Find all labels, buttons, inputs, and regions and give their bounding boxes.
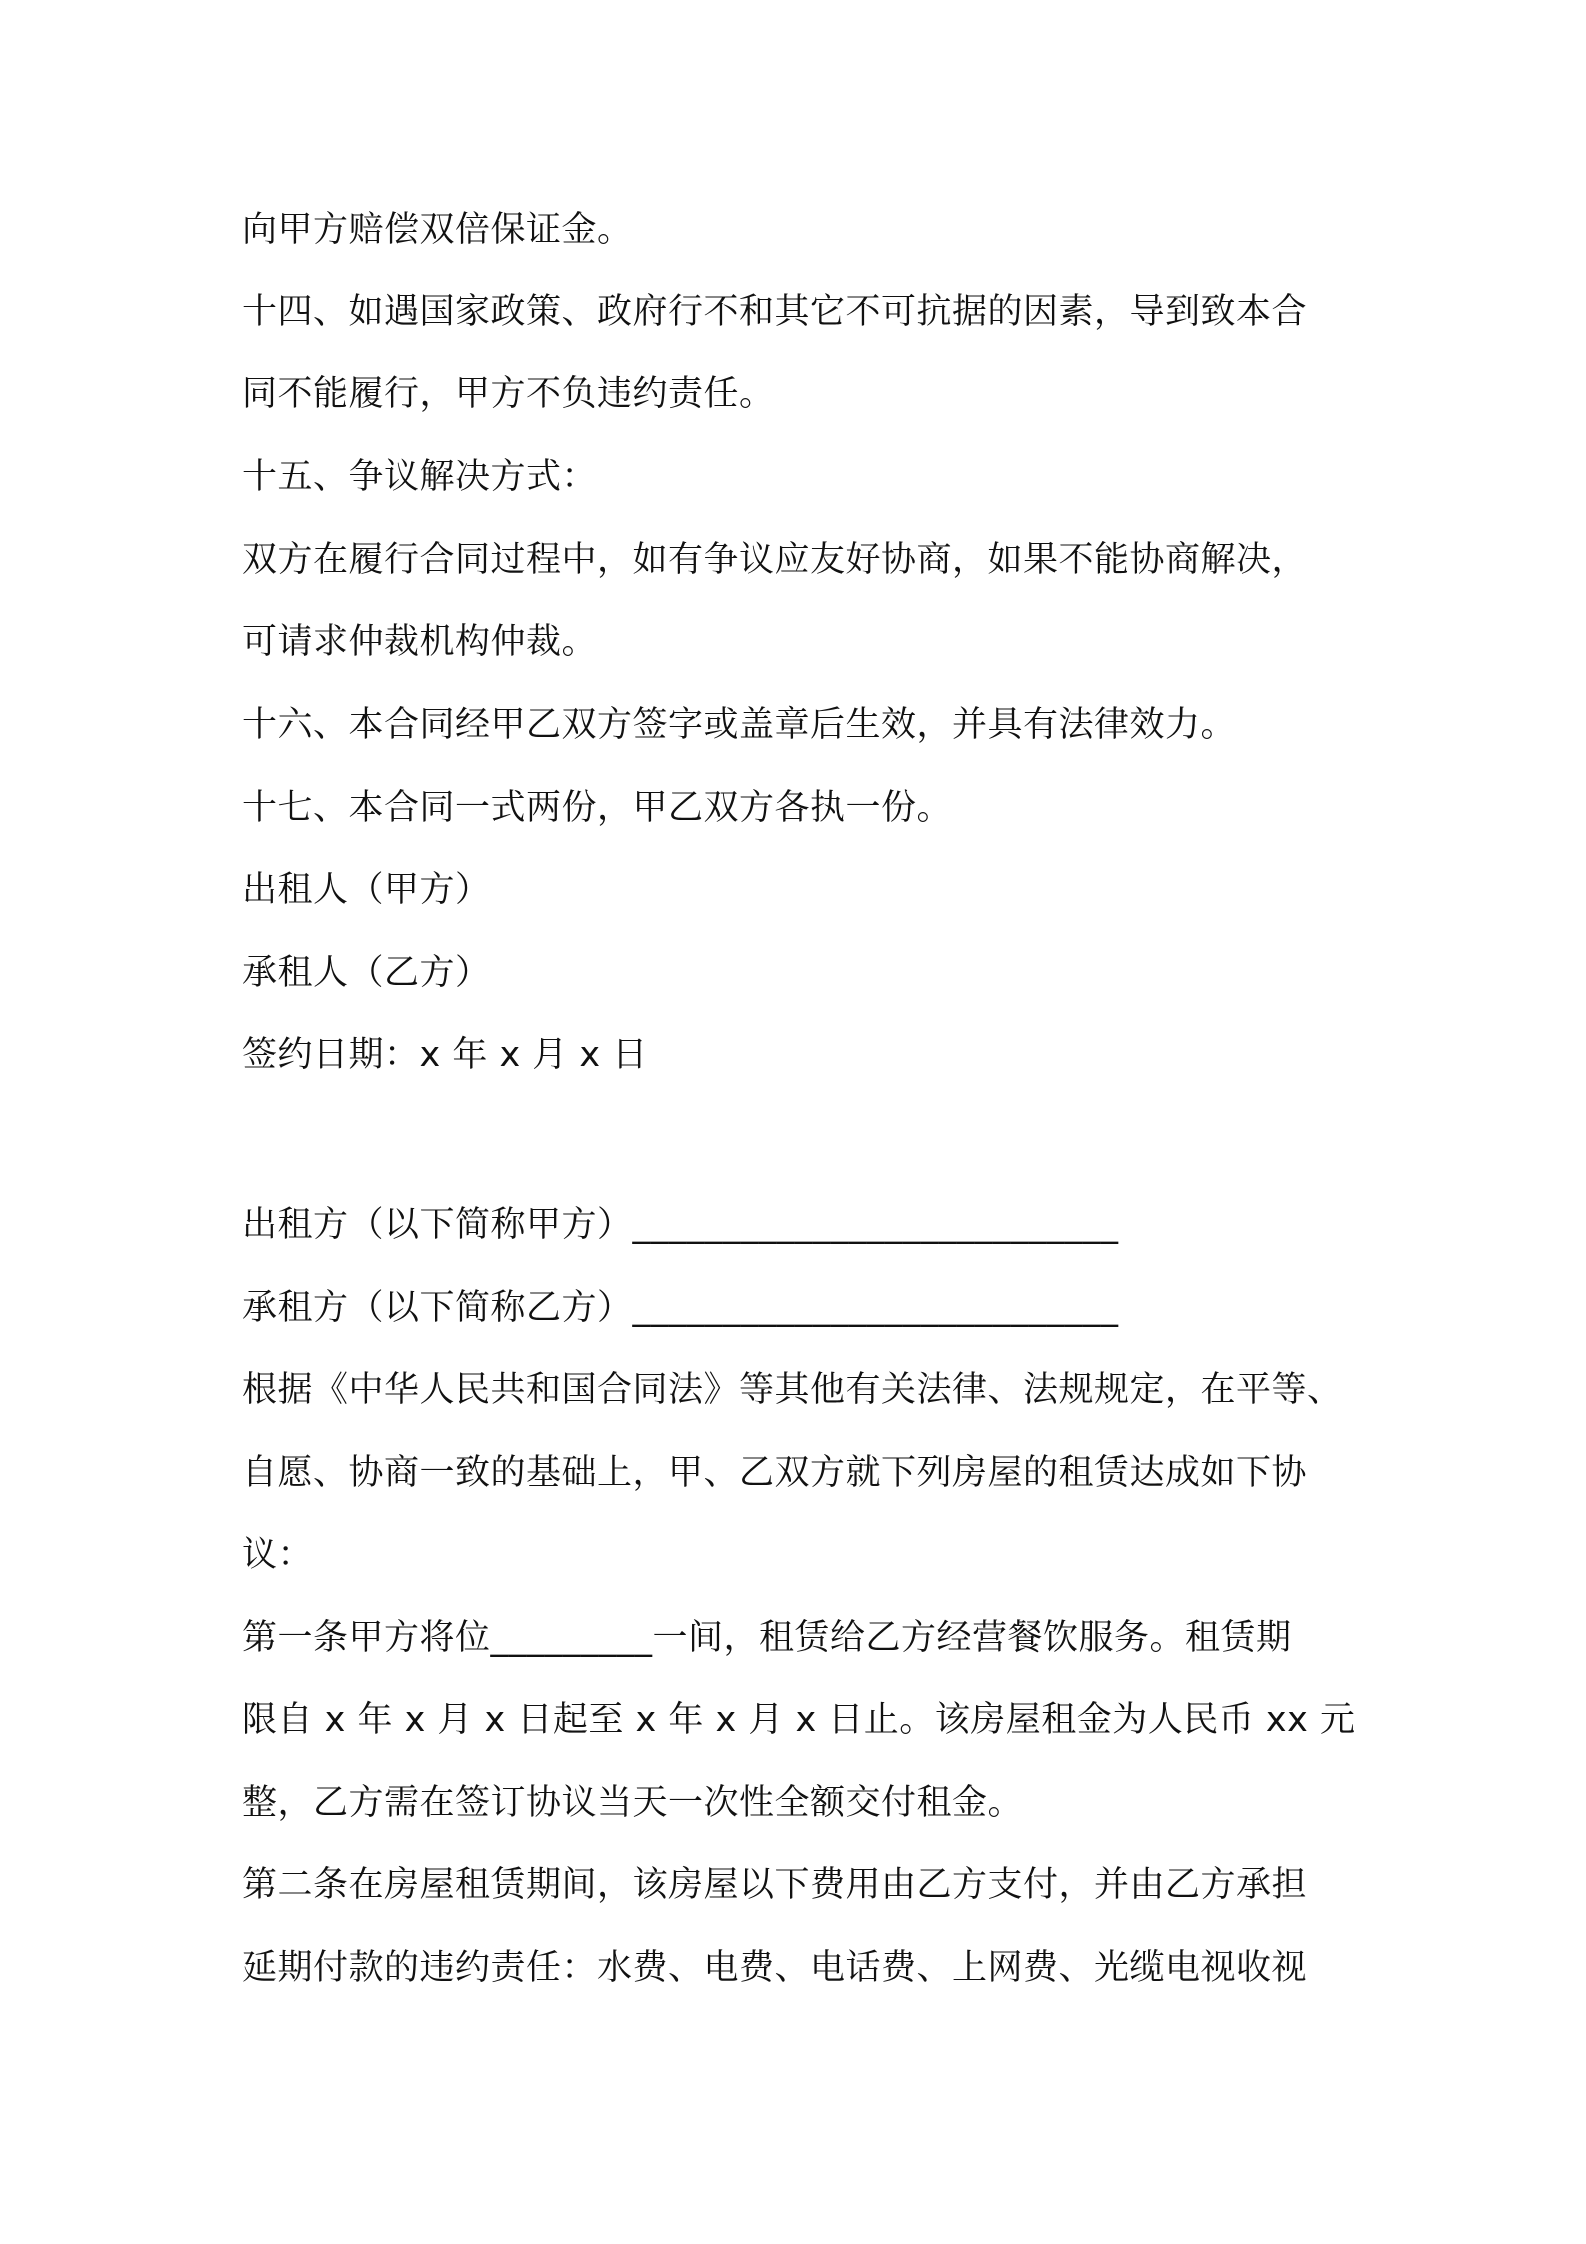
lessor-label: 出租人（甲方） <box>242 870 491 910</box>
text-line: 可请求仲裁机构仲裁。 <box>242 622 598 662</box>
preamble-line: 议： <box>242 1535 314 1575</box>
clause-14-line: 十四、如遇国家政策、政府行不和其它不可抗据的因素，导到致本合 <box>242 292 1308 332</box>
article-2-line: 延期付款的违约责任：水费、电费、电话费、上网费、光缆电视收视 <box>242 1948 1308 1988</box>
signing-date: 签约日期：x 年 x 月 x 日 <box>242 1035 648 1075</box>
clause-16-line: 十六、本合同经甲乙双方签字或盖章后生效，并具有法律效力。 <box>242 705 1237 745</box>
lessor-party-line: 出租方（以下简称甲方）___________________________ <box>242 1205 1119 1245</box>
lessee-party-line: 承租方（以下简称乙方）___________________________ <box>242 1288 1119 1328</box>
article-1-line: 限自 x 年 x 月 x 日起至 x 年 x 月 x 日止。该房屋租金为人民币 xx 元 <box>242 1700 1356 1740</box>
text-line: 同不能履行，甲方不负违约责任。 <box>242 374 775 414</box>
preamble-line: 根据《中华人民共和国合同法》等其他有关法律、法规规定，在平等、 <box>242 1370 1343 1410</box>
article-2-line: 第二条在房屋租赁期间，该房屋以下费用由乙方支付，并由乙方承担 <box>242 1865 1308 1905</box>
text-line: 双方在履行合同过程中，如有争议应友好协商，如果不能协商解决， <box>242 540 1308 580</box>
article-1-line: 第一条甲方将位_________一间，租赁给乙方经营餐饮服务。租赁期 <box>242 1618 1292 1658</box>
preamble-line: 自愿、协商一致的基础上，甲、乙双方就下列房屋的租赁达成如下协 <box>242 1453 1308 1493</box>
clause-15-heading: 十五、争议解决方式： <box>242 457 598 497</box>
article-1-line: 整，乙方需在签订协议当天一次性全额交付租金。 <box>242 1783 1024 1823</box>
text-line: 向甲方赔偿双倍保证金。 <box>242 210 633 250</box>
clause-17-line: 十七、本合同一式两份，甲乙双方各执一份。 <box>242 788 953 828</box>
lessee-label: 承租人（乙方） <box>242 953 491 993</box>
